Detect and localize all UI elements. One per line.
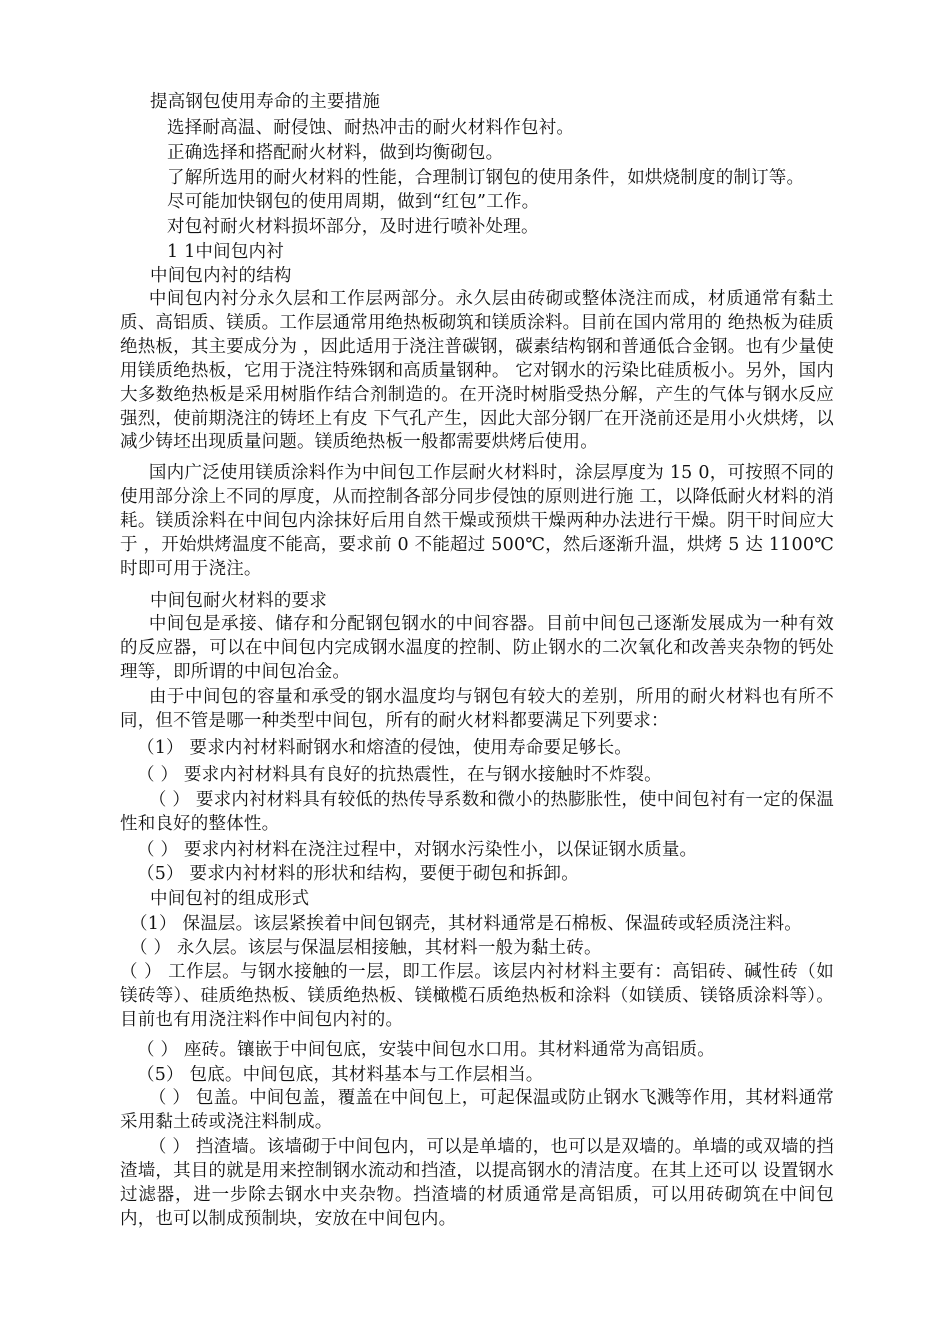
heading-measures: 提高钢包使用寿命的主要措施 — [150, 92, 381, 112]
paragraph-coating: 国内广泛使用镁质涂料作为中间包工作层耐火材料时，涂层厚度为 15 0，可按照不同的使用部分涂上不同的厚度，从而控制各部分同步侵蚀的原则进行施 工，以降低耐火材料的消耗。镁质涂料在中间包内涂抹好后用自然干燥或预烘干燥两种办法进行干燥。阴干时间应大于 ，开始烘烤温度不能高，要求前 0 不能超过 500℃，然后逐渐升温，烘烤 5 达 1100℃时即可用于浇注。 — [120, 463, 834, 579]
layer-1: （1） 保温层。该层紧挨着中间包钢壳，其材料通常是石棉板、保温砖或轻质浇注料。 — [130, 914, 802, 934]
layer-5: （5） 包底。中间包底，其材料基本与工作层相当。 — [137, 1065, 544, 1085]
paragraph-difference: 由于中间包的容量和承受的钢水温度均与钢包有较大的差别，所用的耐火材料也有所不同，但不管是哪一种类型中间包，所有的耐火材料都要满足下列要求： — [120, 687, 834, 731]
subheading-composition: 中间包衬的组成形式 — [150, 889, 310, 909]
requirement-4: （ ） 要求内衬材料在浇注过程中，对钢水污染性小，以保证钢水质量。 — [137, 840, 698, 860]
measure-3: 了解所选用的耐火材料的性能，合理制订钢包的使用条件，如烘烧制度的制订等。 — [167, 168, 805, 188]
paragraph-structure: 中间包内衬分永久层和工作层两部分。永久层由砖砌或整体浇注而成，材质通常有黏土质、高铝质、镁质。工作层通常用绝热板砌筑和镁质涂料。目前在国内常用的 绝热板为硅质绝热板，其主要成分为 ，因此适用于浇注普碳钢，碳素结构钢和普通低合金钢。也有少量使用镁质绝热板，它用于浇注特殊钢和高质量钢种。 它对钢水的污染比硅质板小。另外，国内大多数绝热板是采用树脂作结合剂制造的。在开浇时树脂受热分解，产生的气体与钢水反应强烈，使前期浇注的铸坯上有皮 下气孔产生，因此大部分钢厂在开浇前还是用小火烘烤，以减少铸坯出现质量问题。镁质绝热板一般都需要烘烤后使用。 — [120, 289, 834, 453]
layer-6: （ ） 包盖。中间包盖，覆盖在中间包上，可起保温或防止钢水飞溅等作用，其材料通常采用黏土砖或浇注料制成。 — [120, 1088, 834, 1132]
layer-2: （ ） 永久层。该层与保温层相接触，其材料一般为黏土砖。 — [130, 938, 602, 958]
section-title: 1 1中间包内衬 — [167, 242, 284, 262]
requirement-3: （ ） 要求内衬材料具有较低的热传导系数和微小的热膨胀性，使中间包衬有一定的保温性和良好的整体性。 — [120, 790, 834, 834]
requirement-2: （ ） 要求内衬材料具有良好的抗热震性，在与钢水接触时不炸裂。 — [137, 765, 662, 785]
subheading-requirements: 中间包耐火材料的要求 — [150, 591, 327, 611]
measure-4: 尽可能加快钢包的使用周期，做到“红包”工作。 — [167, 192, 540, 212]
layer-7: （ ） 挡渣墙。该墙砌于中间包内，可以是单墙的，也可以是双墙的。单墙的或双墙的挡渣墙，其目的就是用来控制钢水流动和挡渣，以提高钢水的清洁度。在其上还可以 设置钢水过滤器，进一步除去钢水中夹杂物。挡渣墙的材质通常是高铝质，可以用砖砌筑在中间包内，也可以制成预制块，安放在中间包内。 — [120, 1137, 834, 1229]
measure-1: 选择耐高温、耐侵蚀、耐热冲击的耐火材料作包衬。 — [167, 118, 575, 138]
layer-4: （ ） 座砖。镶嵌于中间包底，安装中间包水口用。其材料通常为高铝质。 — [137, 1040, 715, 1060]
requirement-5: （5） 要求内衬材料的形状和结构，要便于砌包和拆卸。 — [137, 864, 579, 884]
subheading-structure: 中间包内衬的结构 — [150, 266, 292, 286]
measure-2: 正确选择和搭配耐火材料，做到均衡砌包。 — [167, 143, 504, 163]
layer-3: （ ） 工作层。与钢水接触的一层，即工作层。该层内衬材料主要有：高铝砖、碱性砖（如镁砖等）、硅质绝热板、镁质绝热板、镁橄榄石质绝热板和涂料（如镁质、镁铬质涂料等）。目前也有用浇注料作中间包内衬的。 — [120, 962, 834, 1030]
paragraph-tundish: 中间包是承接、储存和分配钢包钢水的中间容器。目前中间包己逐渐发展成为一种有效的反应器，可以在中间包内完成钢水温度的控制、防止钢水的二次氧化和改善夹杂物的钙处理等，即所谓的中间包冶金。 — [120, 614, 834, 682]
requirement-1: （1） 要求内衬材料耐钢水和熔渣的侵蚀，使用寿命要足够长。 — [137, 738, 632, 758]
measure-5: 对包衬耐火材料损坏部分，及时进行喷补处理。 — [167, 217, 539, 237]
